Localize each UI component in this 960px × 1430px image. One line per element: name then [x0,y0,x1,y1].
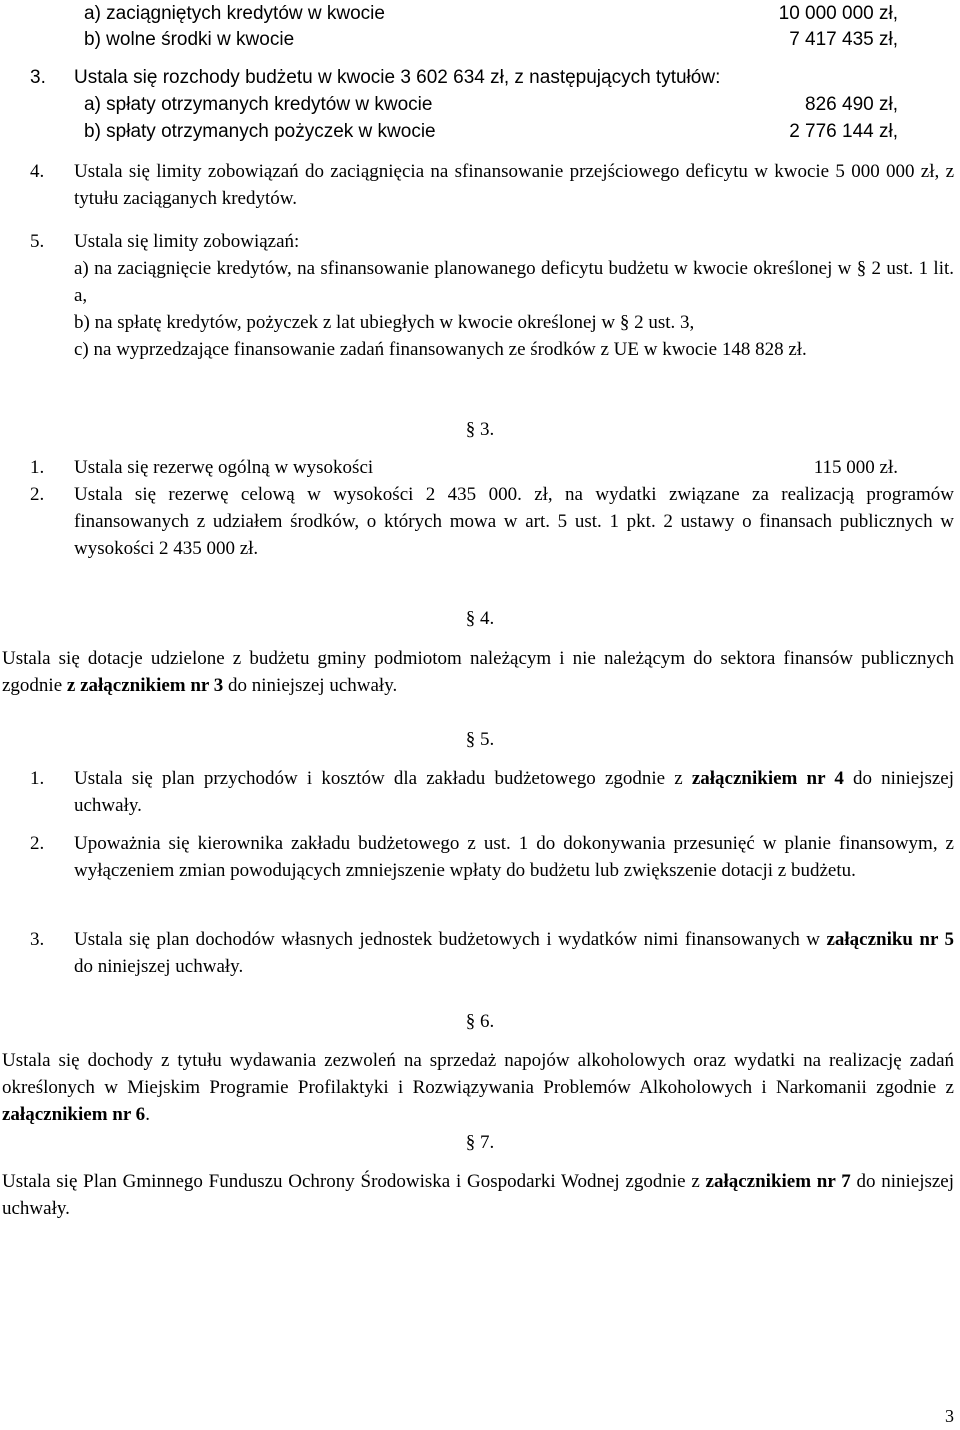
section-5-item-2-number: 2. [30,833,45,854]
section-6-text [2,1047,954,1128]
section-5-item-3-attachment-ref: załączniku nr 5 [826,929,954,950]
section-6-heading: § 6. [465,1011,495,1032]
section-7-attachment-ref: załącznikiem nr 7 [705,1171,851,1192]
point-3-item-b-amount: 2 776 144 zł, [789,121,898,142]
section-5-item-3-text-end: do niniejszej uchwały. [74,956,244,977]
point-5-number: 5. [30,231,45,252]
top-item-a-amount: 10 000 000 zł, [778,3,898,24]
section-5-item-3-text-part: Ustala się plan dochodów własnych jednostek budżetowych i wydatków nimi finansowanych w [74,929,827,950]
point-4-text: Ustala się limity zobowiązań do zaciągnięcia na sfinansowanie przejściowego deficytu w kwocie 5 000 000 zł, z tytułu zaciąganych kredytów. [74,161,954,209]
point-4-number: 4. [30,161,45,182]
section-6-text-part: Ustala się dochody z tytułu wydawania zezwoleń na sprzedaż napojów alkoholowych oraz wydatki na realizację zadań określonych w Miejskim Programie Profilaktyki i Rozwiązywania Problemów Alkoholowych i Narkomanii zgodnie z [2,1050,954,1098]
section-6-attachment-ref: załącznikiem nr 6 [2,1104,146,1125]
page-number: 3 [945,1406,954,1426]
point-3-text: Ustala się rozchody budżetu w kwocie 3 602 634 zł, z następujących tytułów: [74,67,721,88]
section-5-item-1-text-end: do niniejszej uchwały. [74,768,954,816]
section-7-text [2,1168,954,1222]
point-3-item-a: a) spłaty otrzymanych kredytów w kwocie [84,94,433,115]
section-3-item-2-text: Ustala się rezerwę celową w wysokości 2 435 000. zł, na wydatki związane za realizacją programów finansowanych z udziałem środków, o których mowa w art. 5 ust. 1 pkt. 2 ustawy o finansach publicznych w wysokości 2 435 000 zł. [74,484,954,559]
point-5-text: Ustala się limity zobowiązań: [74,231,300,252]
section-4-text-part: Ustala się dotacje udzielone z budżetu gminy podmiotom należącym i nie należącym do sektora finansów publicznych zgodnie [2,648,954,696]
point-3-item-a-amount: 826 490 zł, [805,94,898,115]
top-item-b-amount: 7 417 435 zł, [789,29,898,50]
point-5-item-b: b) na spłatę kredytów, pożyczek z lat ubiegłych w kwocie określonej w § 2 ust. 3, [74,312,695,333]
point-5-item-a: a) na zaciągnięcie kredytów, na sfinansowanie planowanego deficytu budżetu w kwocie określonej w § 2 ust. 1 lit. a, [74,258,954,306]
section-3-heading: § 3. [465,419,495,440]
section-6-text-end: . [145,1104,150,1125]
section-3-item-1-text: Ustala się rezerwę ogólną w wysokości [74,457,374,478]
section-3-item-2-number: 2. [30,484,45,505]
section-7-text-end: do niniejszej uchwały. [2,1171,955,1219]
point-3-number: 3. [30,67,46,88]
section-5-item-1-text-part: Ustala się plan przychodów i kosztów dla zakładu budżetowego zgodnie z [74,768,692,789]
section-7-text-part: Ustala się Plan Gminnego Funduszu Ochrony Środowiska i Gospodarki Wodnej zgodnie z [2,1171,706,1192]
section-5-item-1-attachment-ref: załącznikiem nr 4 [691,768,844,789]
section-5-item-3-text [74,926,954,980]
section-5-item-3-number: 3. [30,929,45,950]
section-4-heading: § 4. [465,608,495,629]
section-5-item-1-text [74,765,954,819]
section-4-text [2,645,954,699]
top-item-a: a) zaciągniętych kredytów w kwocie [84,3,385,24]
section-7-heading: § 7. [465,1132,495,1153]
section-4-attachment-ref: z załącznikiem nr 3 [66,675,224,696]
section-3-item-1-amount: 115 000 zł. [813,457,898,478]
point-5-item-c: c) na wyprzedzające finansowanie zadań finansowanych ze środków z UE w kwocie 148 828 zł. [74,339,807,360]
section-4-text-end: do niniejszej uchwały. [223,675,398,696]
section-5-item-2-text: Upoważnia się kierownika zakładu budżetowego z ust. 1 do dokonywania przesunięć w planie finansowym, z wyłączeniem zmian powodujących zmniejszenie wpłaty do budżetu lub zwiększenie dotacji z budżetu. [74,833,954,881]
point-3-item-b: b) spłaty otrzymanych pożyczek w kwocie [84,121,436,142]
section-5-heading: § 5. [465,729,495,750]
section-5-item-1-number: 1. [30,768,45,789]
section-3-item-1-number: 1. [30,457,45,478]
top-item-b: b) wolne środki w kwocie [84,29,295,50]
